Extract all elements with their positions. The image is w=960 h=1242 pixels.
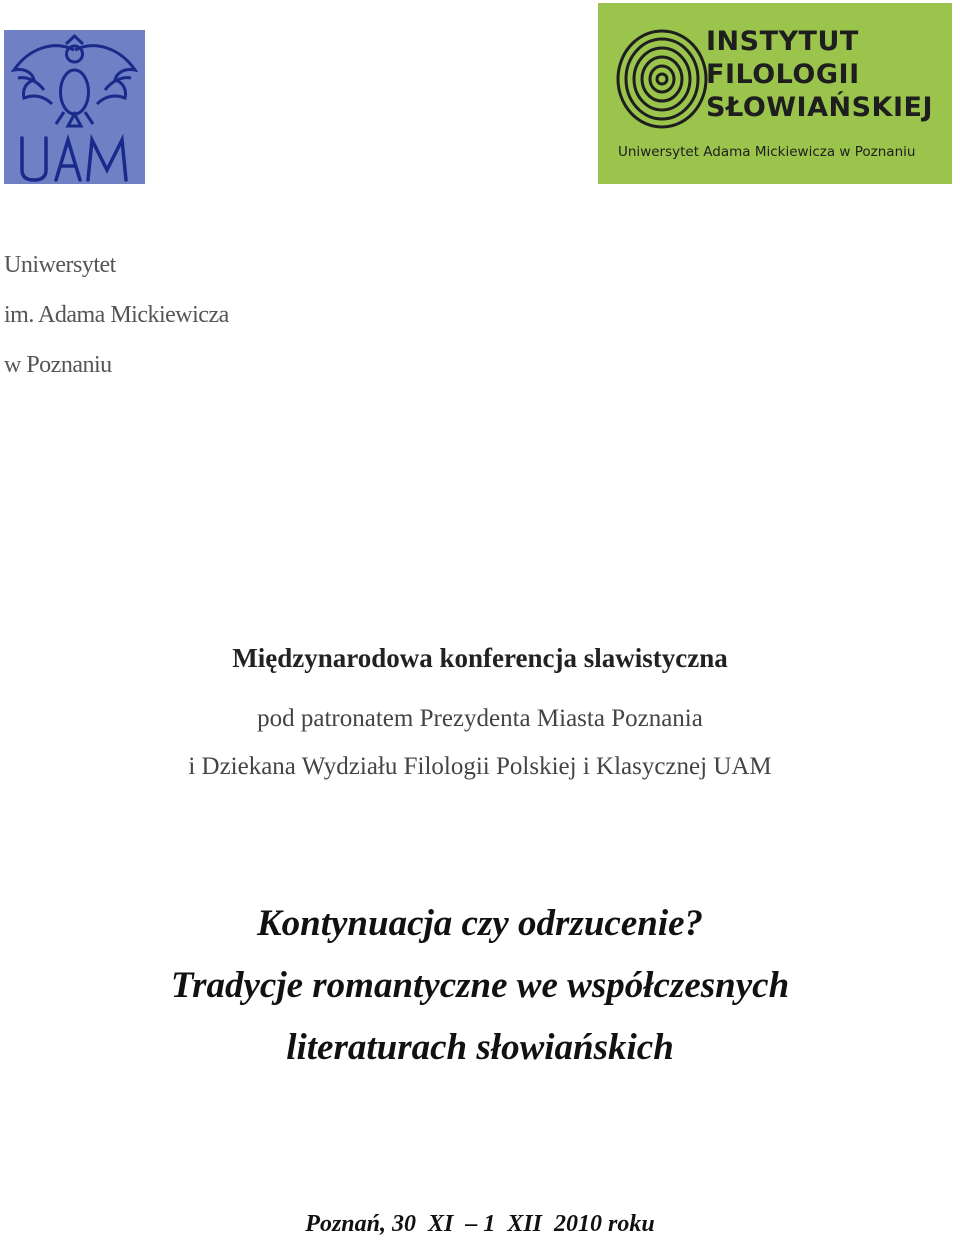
university-line: Uniwersytet <box>4 252 116 278</box>
date-place: Poznań, 30 XI – 1 XII 2010 roku <box>305 1211 655 1237</box>
patronage-line: i Dziekana Wydziału Filologii Polskiej i Klasycznej UAM <box>188 753 772 780</box>
ifs-subtitle: Uniwersytet Adama Mickiewicza w Poznaniu <box>618 144 916 160</box>
uam-logo <box>4 30 145 184</box>
ifs-title <box>706 25 933 124</box>
patronage-line: pod patronatem Prezydenta Miasta Poznania <box>257 705 703 732</box>
eagle-emblem-icon <box>4 30 145 184</box>
tree-rings-icon <box>612 21 712 141</box>
ifs-title-line: FILOLOGII <box>706 59 860 90</box>
main-title-line: Kontynuacja czy odrzucenie? <box>256 903 704 944</box>
university-line: w Poznaniu <box>4 352 112 378</box>
ifs-logo <box>598 3 952 184</box>
conference-title: Międzynarodowa konferencja slawistyczna <box>232 643 728 673</box>
ifs-title-line: SŁOWIAŃSKIEJ <box>706 92 933 123</box>
university-line: im. Adama Mickiewicza <box>4 302 229 328</box>
patronage-text <box>0 695 960 791</box>
ifs-title-line: INSTYTUT <box>706 26 859 57</box>
main-title-line: literaturach słowiańskich <box>286 1027 674 1068</box>
main-title <box>0 893 960 1079</box>
university-name <box>4 240 229 390</box>
main-title-line: Tradycje romantyczne we współczesnych <box>170 965 790 1006</box>
